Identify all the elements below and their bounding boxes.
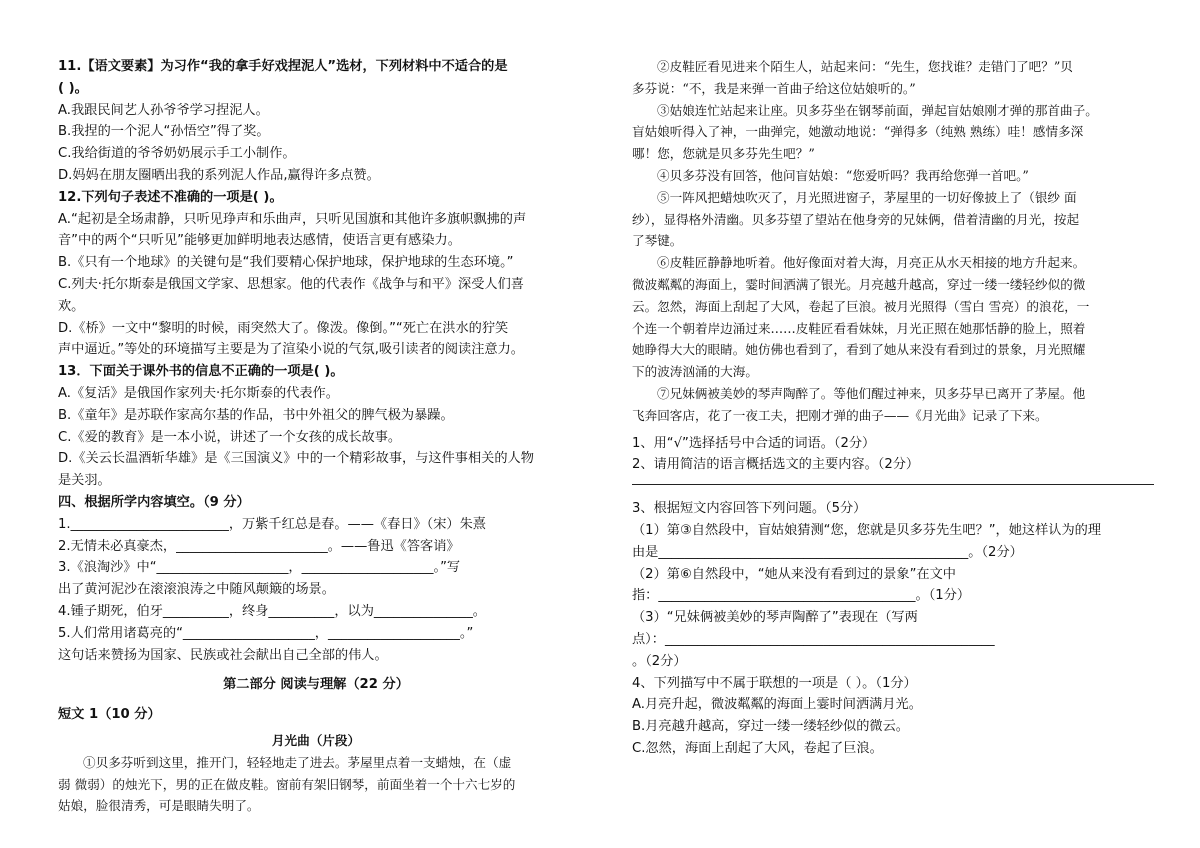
passage-line: 多芬说：“不，我是来弹一首曲子给这位姑娘听的。”: [632, 80, 916, 96]
question-line: 。（2分）: [632, 653, 687, 669]
passage-line: 个连一个朝着岸边涌过来……皮鞋匠看看妹妹，月光正照在她那恬静的脸上，照着: [632, 320, 1086, 336]
question-line: 12.下列句子表述不准确的一项是( )。: [58, 189, 283, 205]
question-line: 3、根据短文内容回答下列问题。（5分）: [632, 501, 867, 517]
question-line: 2.无情未必真豪杰，_______________________。——鲁迅《答客诮》: [58, 538, 460, 554]
question-line: 声中逼近。”等处的环境描写主要是为了渲染小说的气氛,吸引读者的阅读注意力。: [58, 342, 524, 358]
question-line: A.“起初是全场肃静，只听见琤声和乐曲声，只听见国旗和其他许多旗帜飘拂的声: [58, 211, 527, 227]
question-line: （3）“兄妹俩被美妙的琴声陶醉了”表现在（写两: [632, 610, 918, 626]
passage-text-right: [632, 56, 1154, 427]
question-line: B.我捏的一个泥人“孙悟空”得了奖。: [58, 124, 270, 140]
question-line: B.《童年》是苏联作家高尔基的作品，书中外祖父的脾气极为暴躁。: [58, 407, 454, 423]
question-line: 由是_______________________________________________。（2分）: [632, 544, 1023, 560]
passage-label: 短文 1（10 分）: [58, 707, 161, 723]
passage-line: 纱），显得格外清幽。贝多芬望了望站在他身旁的兄妹俩，借着清幽的月光，按起: [632, 211, 1080, 227]
question-line: D.妈妈在朋友圈晒出我的系列泥人作品,赢得许多点赞。: [58, 167, 380, 183]
question-line: 3.《浪淘沙》中“____________________，____________________。”写: [58, 560, 461, 576]
passage-text-left: [58, 752, 574, 817]
question-line: 2、请用简洁的语言概括选文的主要内容。（2分）: [632, 457, 920, 473]
passage-title: 月光曲（片段）: [271, 732, 361, 748]
passage-line: ②皮鞋匠看见进来个陌生人，站起来问：“先生，您找谁？走错门了吧？”贝: [657, 59, 1073, 74]
passage-line: 下的波涛汹涌的大海。: [632, 364, 758, 380]
question-line: 这句话来赞扬为国家、民族或社会献出自己全部的伟人。: [58, 647, 388, 663]
passage-line: 微波粼粼的海面上，霎时间洒满了银光。月亮越升越高，穿过一缕一缕轻纱似的微: [632, 276, 1086, 292]
passage-line: 她睁得大大的眼睛。她仿佛也看到了，看到了她从来没有看到过的景象，月光照耀: [632, 342, 1086, 358]
question-line: 欢。: [58, 298, 85, 314]
passage-line: 云。忽然，海面上刮起了大风，卷起了巨浪。被月光照得（雪白 雪亮）的浪花，一: [632, 298, 1090, 314]
question-line: （2）第⑥自然段中，“她从来没有看到过的景象”在文中: [632, 566, 956, 582]
passage-line: 弱 微弱）的烛光下，男的正在做皮鞋。窗前有架旧钢琴，前面坐着一个十六七岁的: [58, 776, 516, 792]
passage-line: 姑娘，脸很清秀，可是眼睛失明了。: [58, 798, 260, 814]
question-line: 四、根据所学内容填空。（9 分）: [58, 494, 250, 510]
question-line: B.月亮越升越高，穿过一缕一缕轻纱似的微云。: [632, 719, 909, 735]
question-line: 11.【语文要素】为习作“我的拿手好戏捏泥人”选材，下列材料中不适合的是: [58, 59, 508, 74]
question-line: ( )。: [58, 80, 88, 96]
passage-line: ④贝多芬没有回答，他问盲姑娘：“您爱听吗？我再给您弹一首吧。”: [657, 167, 1029, 183]
question-line: 出了黄河泥沙在滚滚浪涛之中随风颠簸的场景。: [58, 582, 335, 598]
question-line: D.《关云长温酒斩华雄》是《三国演义》中的一个精彩故事，与这件事相关的人物: [58, 451, 534, 467]
question-line: 1、用“√”选择括号中合适的词语。（2分）: [632, 435, 876, 451]
question-line: 13．下面关于课外书的信息不正确的一项是( )。: [58, 364, 344, 380]
left-column: [58, 56, 574, 817]
question-line: C.忽然，海面上刮起了大风，卷起了巨浪。: [632, 740, 883, 756]
question-line: A.月亮升起，微波粼粼的海面上霎时间洒满月光。: [632, 697, 922, 713]
question-line: A.我跟民间艺人孙爷爷学习捏泥人。: [58, 102, 269, 118]
passage-line: ⑥皮鞋匠静静地听着。他好像面对着大海，月亮正从水天相接的地方升起来。: [657, 255, 1086, 271]
question-line: 指：_______________________________________。（1分）: [632, 588, 971, 604]
left-question-lines: [58, 56, 574, 666]
passage-line: 盲姑娘听得入了神，一曲弹完，她激动地说：“弹得多（纯熟 熟练）哇！感情多深: [632, 124, 1084, 140]
question-line: 5.人们常用诸葛亮的“____________________，____________________。”: [58, 625, 474, 641]
question-line: B.《只有一个地球》的关键句是“我们要精心保护地球，保护地球的生态环境。”: [58, 255, 514, 271]
question-line: C.《爱的教育》是一本小说，讲述了一个女孩的成长故事。: [58, 429, 402, 445]
passage-line: ③姑娘连忙站起来让座。贝多芬坐在钢琴前面，弹起盲姑娘刚才弹的那首曲子。: [657, 102, 1098, 118]
passage-line: ①贝多芬听到这里，推开门，轻轻地走了进去。茅屋里点着一支蜡烛，在（虚: [83, 754, 512, 770]
passage-line: 了琴键。: [632, 233, 683, 249]
passage-line: ⑦兄妹俩被美妙的琴声陶醉了。等他们醒过神来，贝多芬早已离开了茅屋。他: [657, 385, 1086, 401]
answer-line[interactable]: [632, 484, 1154, 485]
passage-line: 哪！您，您就是贝多芬先生吧？”: [632, 146, 815, 162]
question-line: 音”中的两个“只听见”能够更加鲜明地表达感情，使语言更有感染力。: [58, 233, 461, 249]
question-line: A.《复活》是俄国作家列夫·托尔斯泰的代表作。: [58, 385, 339, 401]
question-line: 4、下列描写中不属于联想的一项是（ ）。（1分）: [632, 675, 917, 691]
right-column: [632, 56, 1154, 760]
passage-line: 飞奔回客店，花了一夜工夫，把刚才弹的曲子——《月光曲》记录了下来。: [632, 407, 1048, 423]
question-line: C.列夫·托尔斯泰是俄国文学家、思想家。他的代表作《战争与和平》深受人们喜: [58, 276, 524, 292]
question-line: 4.锺子期死，伯牙__________，终身__________，以为_______________。: [58, 603, 486, 619]
question-line: D.《桥》一文中“黎明的时候，雨突然大了。像泼。像倒。”“死亡在洪水的狞笑: [58, 320, 509, 336]
section-title: 第二部分 阅读与理解（22 分）: [223, 677, 409, 693]
reading-questions: [632, 433, 1154, 760]
question-line: （1）第③自然段中，盲姑娘猜测“您，您就是贝多芬先生吧？”，她这样认为的理: [632, 522, 1102, 538]
question-line: 1.________________________，万紫千红总是春。——《春日》（宋）朱熹: [58, 516, 486, 532]
question-line: 点）：__________________________________________________: [632, 631, 995, 647]
question-line: 是关羽。: [58, 473, 111, 489]
passage-line: ⑤一阵风把蜡烛吹灭了，月光照进窗子，茅屋里的一切好像披上了（银纱 面: [657, 189, 1077, 205]
question-line: C.我给街道的爷爷奶奶展示手工小制作。: [58, 146, 296, 162]
